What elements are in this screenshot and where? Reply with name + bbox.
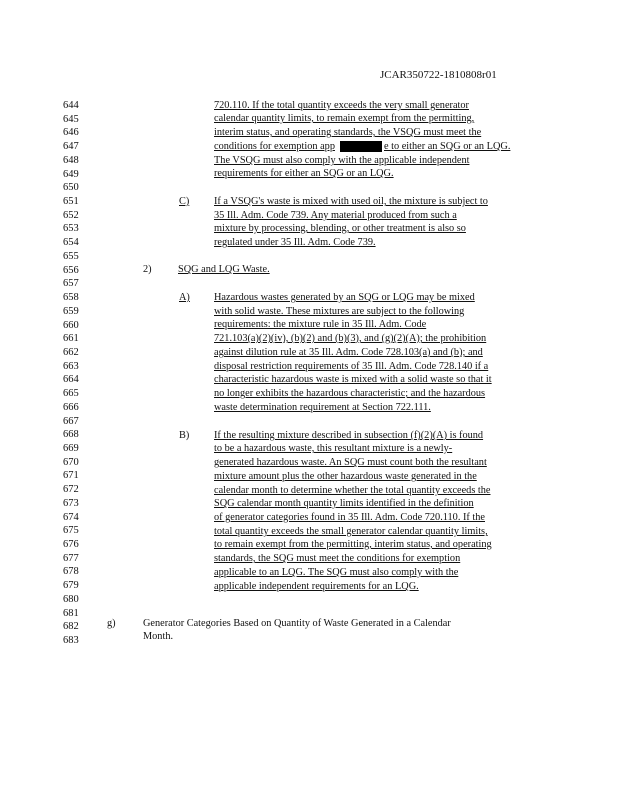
line-number: 671: [63, 470, 79, 482]
line-number: 683: [63, 635, 79, 647]
item-label-2: 2): [143, 264, 152, 275]
line-number: 666: [63, 401, 79, 413]
text-line-649: requirements for either an SQG or an LQG.: [214, 168, 394, 179]
line-number: 644: [63, 100, 79, 111]
text-line-674: of generator categories found in 35 Ill. Adm. Code 720.110. If the: [214, 512, 485, 523]
text-line-677: standards, the SQG must meet the conditions for exemption: [214, 553, 461, 564]
text-line-662: against dilution rule at 35 Ill. Adm. Code 728.103(a) and (b); and: [214, 347, 483, 358]
text-line-673: SQG calendar month quantity limits identified in the definition: [214, 498, 474, 509]
line-number: 681: [63, 607, 79, 619]
line-number: 653: [63, 223, 79, 235]
line-number: 646: [63, 127, 79, 139]
item-label-c: C): [179, 196, 190, 207]
line-number: 670: [63, 456, 79, 468]
text-line-681: Generator Categories Based on Quantity of Waste Generated in a Calendar: [143, 618, 451, 629]
text-line-665: no longer exhibits the hazardous characteristic; and the hazardous: [214, 388, 486, 399]
line-number: 678: [63, 566, 79, 578]
text-line-652: 35 Ill. Adm. Code 739. Any material produced from such a: [214, 210, 457, 221]
line-number: 675: [63, 525, 79, 537]
text-line-654: regulated under 35 Ill. Adm. Code 739.: [214, 237, 376, 248]
item-label-b: B): [179, 430, 190, 441]
text-line-656: SQG and LQG Waste.: [178, 264, 270, 275]
text-line-671: mixture amount plus the other hazardous waste generated in the: [214, 471, 477, 482]
line-number: 652: [63, 209, 79, 221]
text-line-653: mixture by processing, blending, or other treatment is also so: [214, 223, 466, 234]
text-line-658: Hazardous wastes generated by an SQG or LQG may be mixed: [214, 292, 475, 303]
line-number: 650: [63, 182, 79, 194]
text-line-682: Month.: [143, 631, 174, 642]
line-number: 651: [63, 196, 79, 208]
text-line-676: to remain exempt from the permitting, interim status, and operating: [214, 539, 492, 550]
text-line-679: applicable independent requirements for an LQG.: [214, 581, 419, 592]
line-number: 648: [63, 154, 79, 166]
redaction-block: [340, 141, 382, 152]
line-number: 667: [63, 415, 79, 427]
item-label-g: g): [107, 618, 116, 629]
text-line-648: The VSQG must also comply with the applicable independent: [214, 155, 470, 166]
line-number: 662: [63, 346, 79, 358]
line-number: 665: [63, 388, 79, 400]
text-line-660: requirements: the mixture rule in 35 Ill. Adm. Code: [214, 319, 427, 330]
line-number: 674: [63, 511, 79, 523]
text-line-659: with solid waste. These mixtures are subject to the following: [214, 306, 465, 317]
line-number: 677: [63, 552, 79, 564]
line-number: 660: [63, 319, 79, 331]
text-line-651: If a VSQG's waste is mixed with used oil, the mixture is subject to: [214, 196, 488, 207]
line-number: 656: [63, 264, 79, 276]
line-number: 664: [63, 374, 79, 386]
line-number: 680: [63, 593, 79, 605]
line-number: 659: [63, 305, 79, 317]
line-number: 654: [63, 237, 79, 249]
text-line-647a: conditions for exemption app: [214, 141, 335, 152]
line-number: 661: [63, 333, 79, 345]
text-line-678: applicable to an LQG. The SQG must also comply with the: [214, 567, 459, 578]
text-line-645: calendar quantity limits, to remain exempt from the permitting,: [214, 113, 475, 124]
line-number: 647: [63, 141, 79, 153]
text-line-647b: e to either an SQG or an LQG.: [384, 141, 511, 152]
line-number: 663: [63, 360, 79, 372]
line-number: 645: [63, 113, 79, 125]
text-line-666: waste determination requirement at Section 722.111.: [214, 402, 431, 413]
line-number: 655: [63, 250, 79, 262]
line-number: 676: [63, 539, 79, 551]
line-number: 669: [63, 443, 79, 454]
line-number: 657: [63, 278, 79, 290]
text-line-669: to be a hazardous waste, this resultant mixture is a newly-: [214, 443, 453, 454]
text-line-670: generated hazardous waste. An SQG must count both the resultant: [214, 457, 487, 468]
text-line-663: disposal restriction requirements of 35 Ill. Adm. Code 728.140 if a: [214, 361, 489, 372]
line-number: 672: [63, 484, 79, 496]
text-line-675: total quantity exceeds the small generator calendar quantity limits,: [214, 526, 488, 537]
document-id: JCAR350722-1810808r01: [380, 69, 497, 81]
text-line-646: interim status, and operating standards, the VSQG must meet the: [214, 127, 482, 138]
line-number: 679: [63, 580, 79, 592]
line-number: 668: [63, 429, 79, 441]
line-number: 673: [63, 497, 79, 509]
line-number: 649: [63, 168, 79, 180]
text-line-672: calendar month to determine whether the total quantity exceeds the: [214, 485, 491, 496]
text-line-668: If the resulting mixture described in subsection (f)(2)(A) is found: [214, 430, 484, 441]
text-line-644: 720.110. If the total quantity exceeds the very small generator: [214, 100, 469, 111]
line-number: 658: [63, 292, 79, 304]
line-number: 682: [63, 621, 79, 633]
item-label-a: A): [179, 292, 190, 303]
text-line-664: characteristic hazardous waste is mixed with a solid waste so that it: [214, 374, 492, 385]
text-line-661: 721.103(a)(2)(iv), (b)(2) and (b)(3), and (g)(2)(A); the prohibition: [214, 333, 487, 344]
